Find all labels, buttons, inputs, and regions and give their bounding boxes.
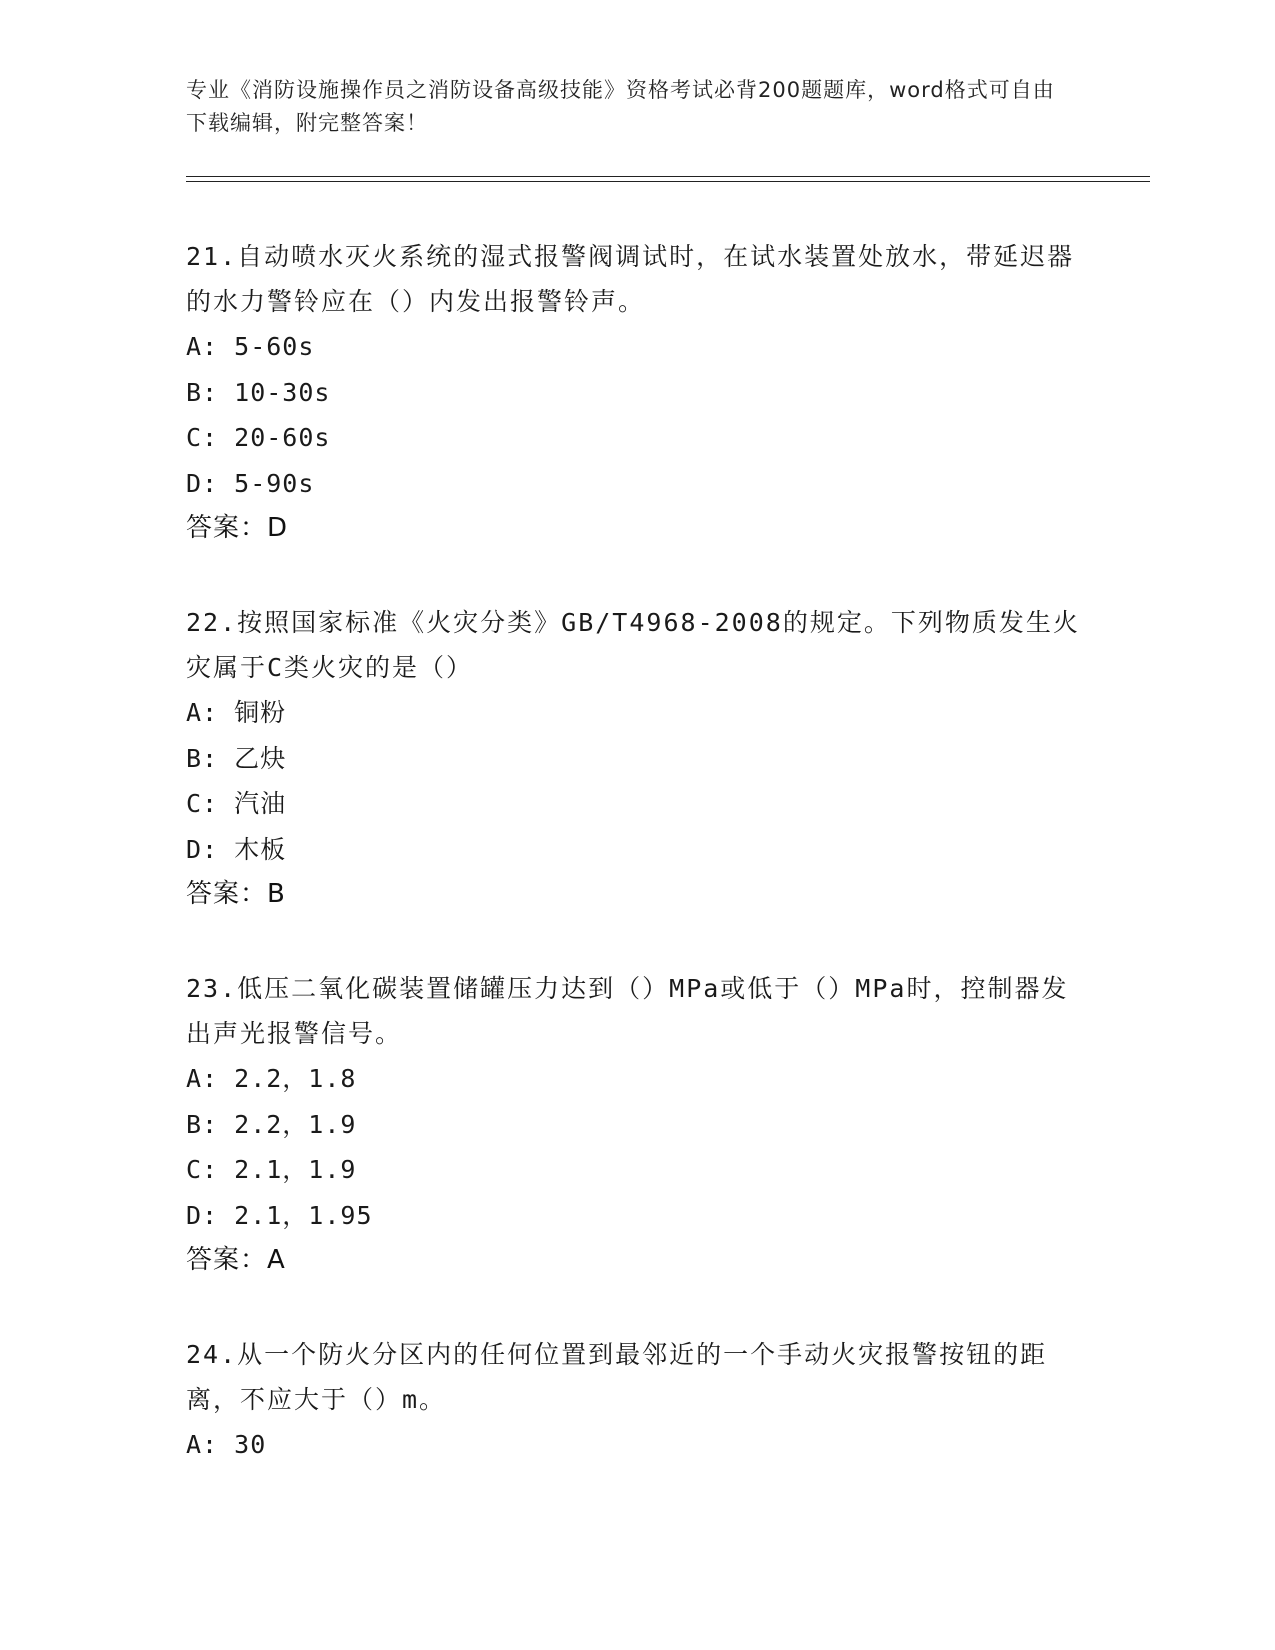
option-b: B: 2.2，1.9 [186, 1109, 357, 1139]
question-stem: 22.按照国家标准《火灾分类》GB/T4968-2008的规定。下列物质发生火灾属于C类火灾的是（） [186, 608, 1080, 682]
page-header-text: 专业《消防设施操作员之消防设备高级技能》资格考试必背200题题库，word格式可自由下载编辑，附完整答案！ [186, 78, 1055, 135]
answer-line: 答案：D [186, 513, 289, 543]
option-c: C: 2.1，1.9 [186, 1155, 357, 1184]
answer-line: 答案：B [186, 879, 286, 909]
question-21 [186, 234, 1086, 551]
option-d: D: 5-90s [186, 468, 315, 498]
question-22 [186, 600, 1086, 917]
question-list [186, 234, 1086, 1517]
question-stem: 23.低压二氧化碳装置储罐压力达到（）MPa或低于（）MPa时，控制器发出声光报警信号。 [186, 974, 1069, 1048]
header-rule-bottom [186, 181, 1150, 182]
answer-line: 答案：A [186, 1245, 286, 1275]
option-a: A: 2.2，1.8 [186, 1064, 357, 1093]
question-23 [186, 966, 1086, 1283]
option-d: D: 木板 [186, 834, 287, 864]
option-d: D: 2.1，1.95 [186, 1200, 373, 1230]
question-stem: 21.自动喷水灭火系统的湿式报警阀调试时，在试水装置处放水，带延迟器的水力警铃应在（）内发出报警铃声。 [186, 242, 1075, 316]
option-a: A: 铜粉 [186, 698, 287, 727]
option-a: A: 5-60s [186, 332, 315, 361]
option-c: C: 汽油 [186, 789, 287, 818]
option-a: A: 30 [186, 1430, 267, 1459]
option-b: B: 乙炔 [186, 743, 287, 773]
option-b: B: 10-30s [186, 377, 331, 407]
question-stem: 24.从一个防火分区内的任何位置到最邻近的一个手动火灾报警按钮的距离，不应大于（）m。 [186, 1340, 1048, 1414]
question-24 [186, 1332, 1086, 1468]
header-rule-top [186, 176, 1150, 177]
option-c: C: 20-60s [186, 423, 331, 452]
